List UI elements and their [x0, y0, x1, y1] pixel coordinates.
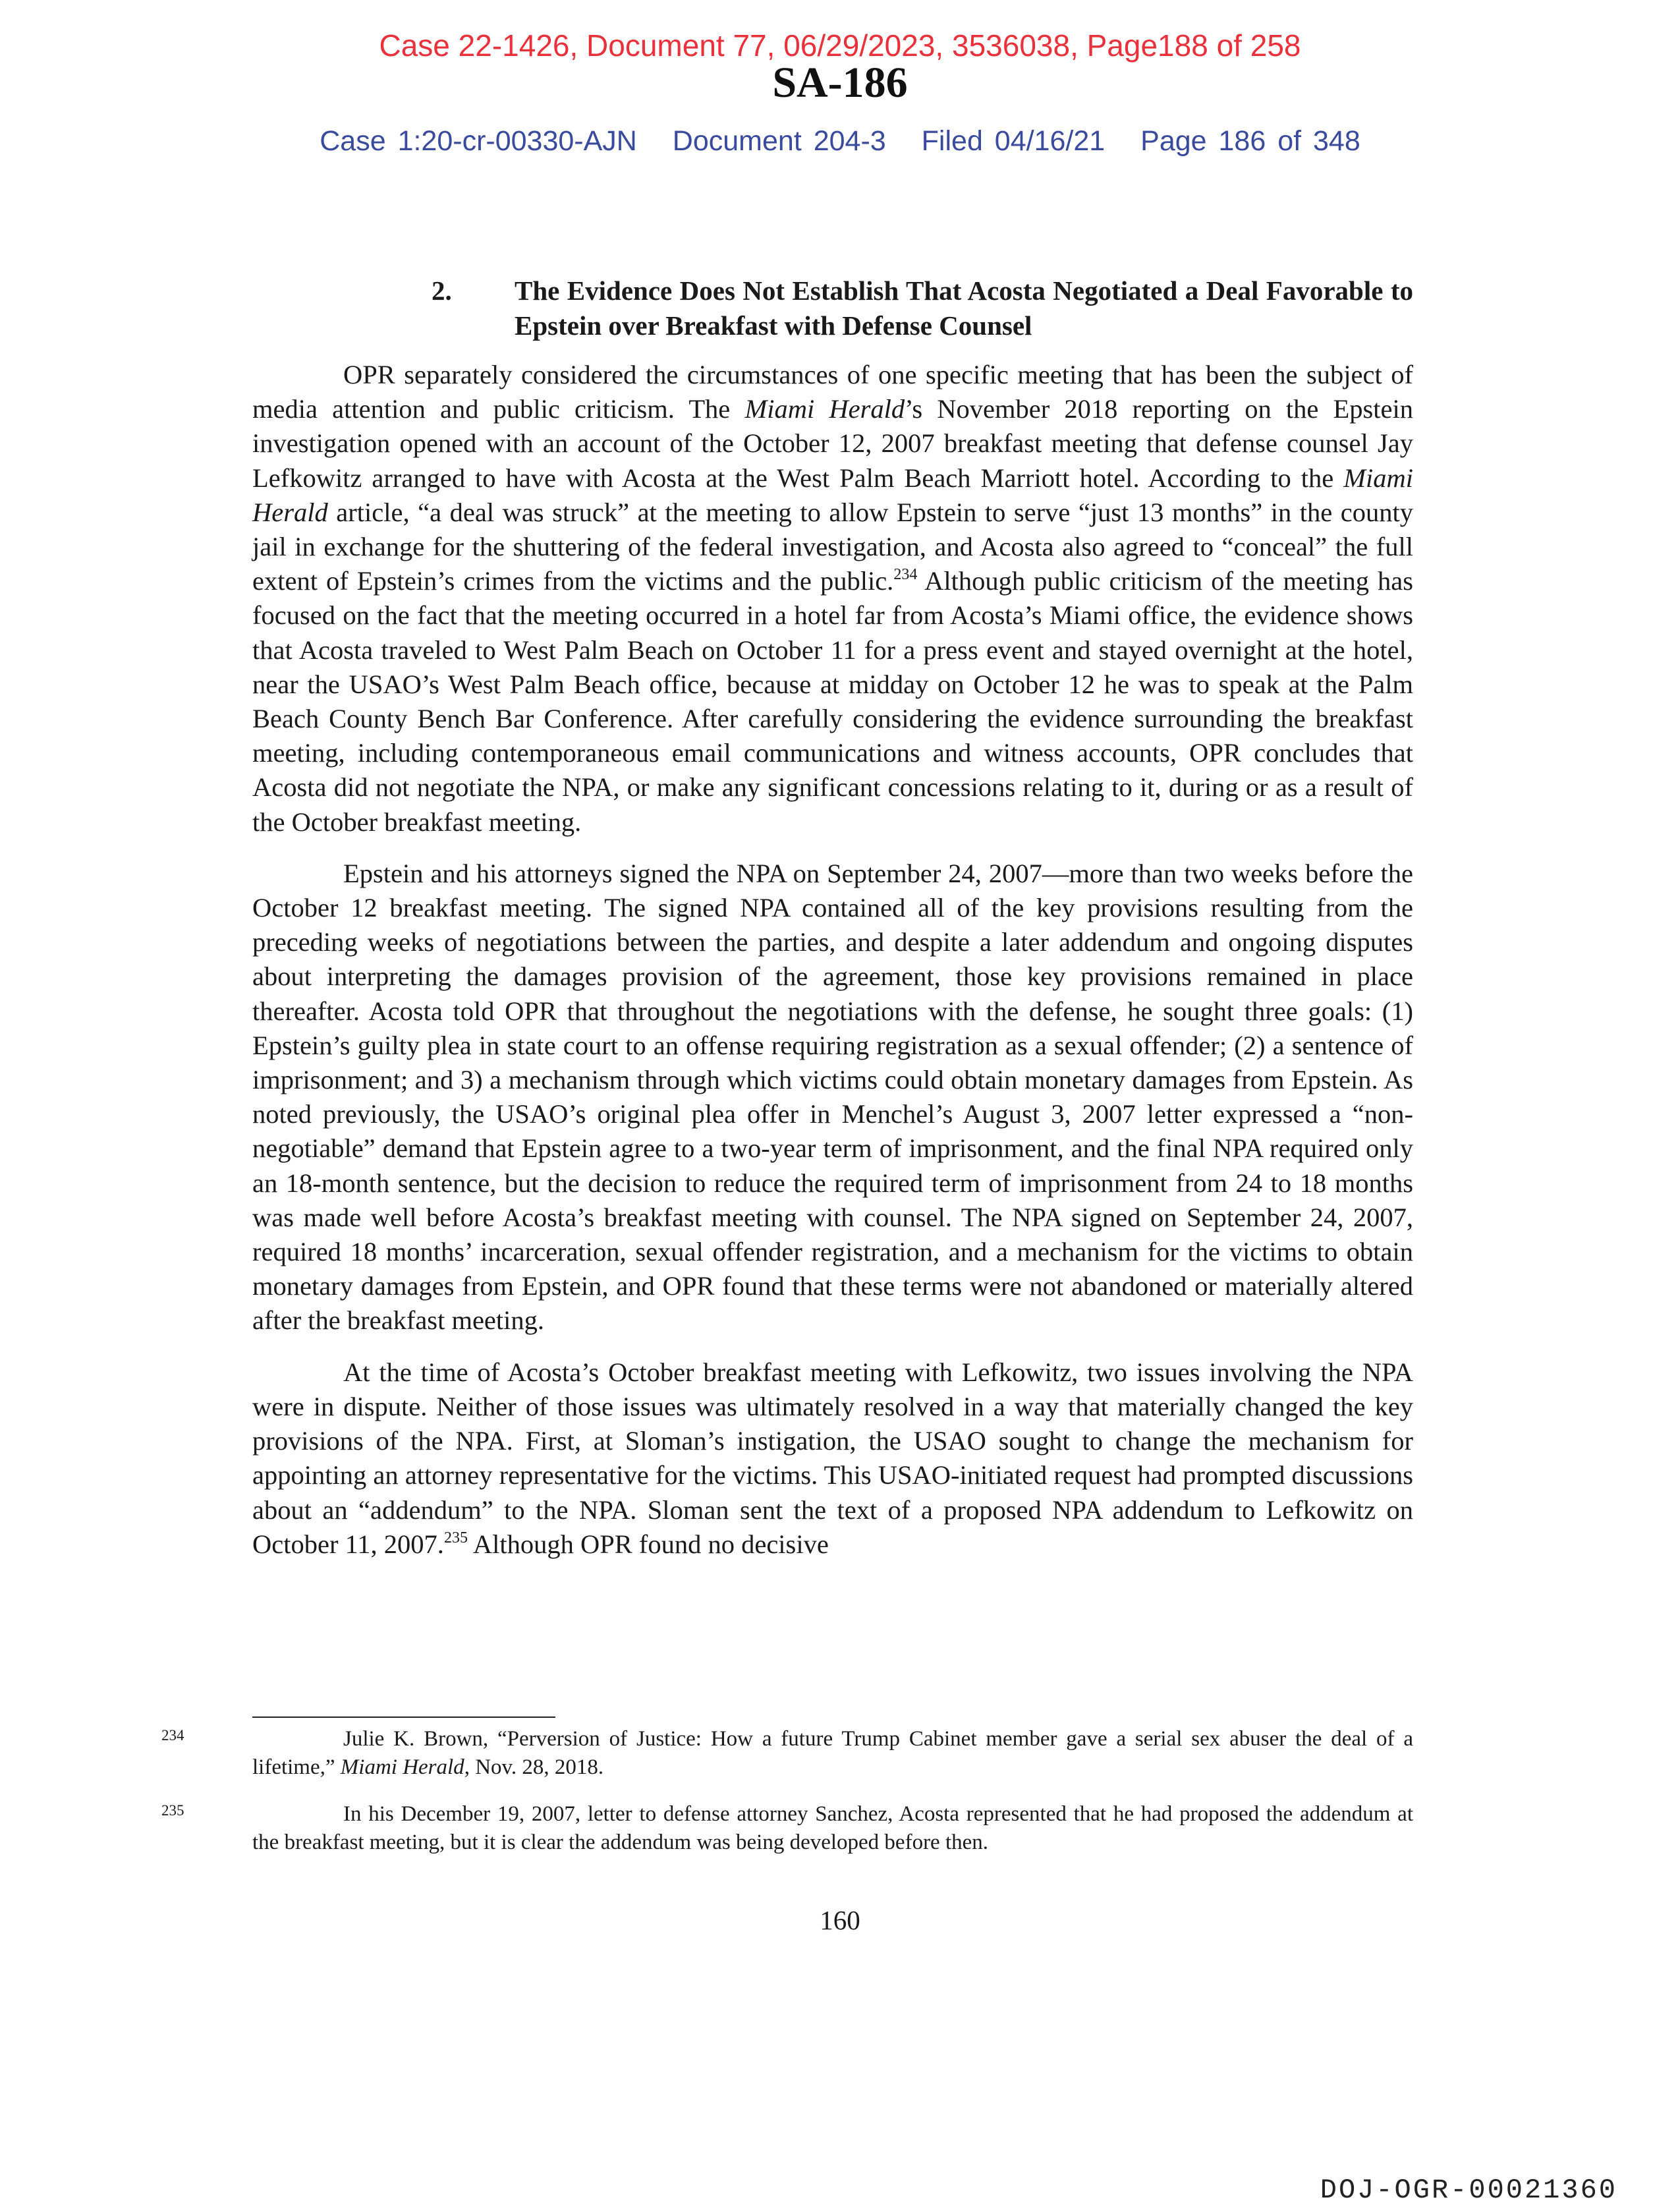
paragraph-1: [252, 358, 1413, 839]
text-run: Julie K. Brown, “Perversion of Justice: How a future Trump Cabinet member gave a serial sex abuser the deal of a lifetime,”: [252, 1727, 1413, 1779]
bates-number: DOJ-OGR-00021360: [1320, 2174, 1617, 2206]
sa-page-number: SA-186: [772, 59, 908, 107]
appellate-case-stamp: Case 22-1426, Document 77, 06/29/2023, 3536038, Page188 of 258: [379, 28, 1301, 63]
district-page-count: Page 186 of 348: [1140, 125, 1360, 157]
text-run: OPR separately considered the circumstances of one specific meeting that has been the subject of media attention and public criticism. The: [252, 360, 1413, 424]
footnote-number: 235: [161, 1802, 184, 1819]
footnote-234: [161, 1725, 1413, 1782]
footnote-235: [161, 1800, 1413, 1857]
district-filed-date: Filed 04/16/21: [921, 125, 1106, 157]
paragraph-2: Epstein and his attorneys signed the NPA on September 24, 2007—more than two weeks before the October 12 breakfast meeting. The signed NPA contained all of the key provisions resulting from the preceding weeks of negotiations between the parties, and despite a later addendum and ongoing disputes about interpreting the damages provision of the agreement, those key provisions remained in place thereafter. Acosta told OPR that throughout the negotiations with the defense, he sought three goals: (1) Epstein’s guilty plea in state court to an offense requiring registration as a sexual offender; (2) a sentence of imprisonment; and 3) a mechanism through which victims could obtain monetary damages from Epstein. As noted previously, the USAO’s original plea offer in Menchel’s August 3, 2007 letter expressed a “non-negotiable” demand that Epstein agree to a two-year term of imprisonment, and the final NPA required only an 18-month sentence, but the decision to reduce the required term of imprisonment from 24 to 18 months was made well before Acosta’s breakfast meeting with counsel. The NPA signed on September 24, 2007, required 18 months’ incarceration, sexual offender registration, and a mechanism for the victims to obtain monetary damages from Epstein, and OPR found that these terms were not abandoned or materially altered after the breakfast meeting.: [252, 858, 1413, 1336]
publication-title: Miami Herald: [340, 1755, 464, 1779]
text-run: , Nov. 28, 2018.: [464, 1755, 604, 1779]
text-run: In his December 19, 2007, letter to defense attorney Sanchez, Acosta represented that he had proposed the addendum at the breakfast meeting, but it is clear the addendum was being developed before then.: [252, 1802, 1413, 1854]
publication-title: Miami Herald: [744, 394, 905, 424]
section-number: 2.: [432, 275, 452, 306]
text-run: Although public criticism of the meeting has focused on the fact that the meeting occurred in a hotel far from Acosta’s Miami office, the evidence shows that Acosta traveled to West Palm Beach on October 11 for a press event and stayed overnight at the hotel, near the USAO’s West Palm Beach office, because at midday on October 12 he was to speak at the Palm Beach County Bench Bar Conference. After carefully considering the evidence surrounding the breakfast meeting, including contemporaneous email communications and witness accounts, OPR concludes that Acosta did not negotiate the NPA, or make any significant concessions relating to it, during or as a result of the October breakfast meeting.: [252, 566, 1413, 837]
footnotes: [161, 1725, 1413, 1875]
district-case-number: Case 1:20-cr-00330-AJN: [320, 125, 637, 157]
district-case-stamp: [0, 125, 1680, 157]
paragraph-3: [252, 1355, 1413, 1562]
document-body: [252, 273, 1413, 1579]
footnote-reference-235[interactable]: 235: [443, 1529, 468, 1546]
text-run: Although OPR found no decisive: [467, 1529, 829, 1559]
footnote-number: 234: [161, 1727, 184, 1744]
footnote-divider: [252, 1716, 555, 1718]
district-document-number: Document 204-3: [672, 125, 886, 157]
section-title: The Evidence Does Not Establish That Acosta Negotiated a Deal Favorable to Epstein over Breakfast with Defense Counsel: [515, 275, 1413, 341]
section-heading: [252, 273, 1413, 343]
text-run: At the time of Acosta’s October breakfast meeting with Lefkowitz, two issues involving the NPA were in dispute. Neither of those issues was ultimately resolved in a way that materially changed the key provisions of the NPA. First, at Sloman’s instigation, the USAO sought to change the mechanism for appointing an attorney representative for the victims. This USAO-initiated request had prompted discussions about an “addendum” to the NPA. Sloman sent the text of a proposed NPA addendum to Lefkowitz on October 11, 2007.: [252, 1357, 1413, 1559]
publication-title: Miami Herald: [252, 463, 1413, 527]
page-number: 160: [820, 1905, 860, 1935]
text-run: article, “a deal was struck” at the meeting to allow Epstein to serve “just 13 months” in the county jail in exchange for the shuttering of the federal investigation, and Acosta also agreed to “conceal” the full extent of Epstein’s crimes from the victims and the public.: [252, 497, 1413, 596]
footnote-reference-234[interactable]: 234: [893, 566, 918, 584]
text-run: ’s November 2018 reporting on the Epstein investigation opened with an account of the October 12, 2007 breakfast meeting that defense counsel Jay Lefkowitz arranged to have with Acosta at the West Palm Beach Marriott hotel. According to the: [252, 394, 1413, 493]
